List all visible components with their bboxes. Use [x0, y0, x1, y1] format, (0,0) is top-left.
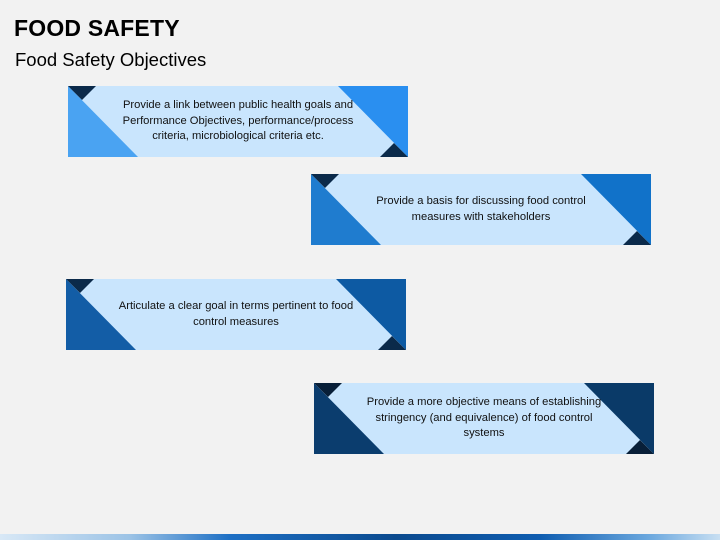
- slide-title: FOOD SAFETY: [14, 15, 180, 41]
- objective-banner-3: [66, 279, 406, 350]
- objective-banner-4: [314, 383, 654, 454]
- banner-1-text: Provide a link between public health goals and Performance Objectives, performance/process criteria, microbiological criteria etc.: [122, 99, 354, 143]
- banner-3-text: Articulate a clear goal in terms pertinent to food control measures: [118, 300, 354, 328]
- objective-banner-2: [311, 174, 651, 245]
- objective-banner-1: [68, 86, 408, 157]
- slide-subtitle: Food Safety Objectives: [15, 49, 207, 70]
- banner-4-text: Provide a more objective means of establishing stringency (and equivalence) of food control systems: [366, 396, 602, 440]
- banner-2-text: Provide a basis for discussing food control measures with stakeholders: [376, 195, 586, 223]
- bottom-accent-bar: [0, 534, 720, 540]
